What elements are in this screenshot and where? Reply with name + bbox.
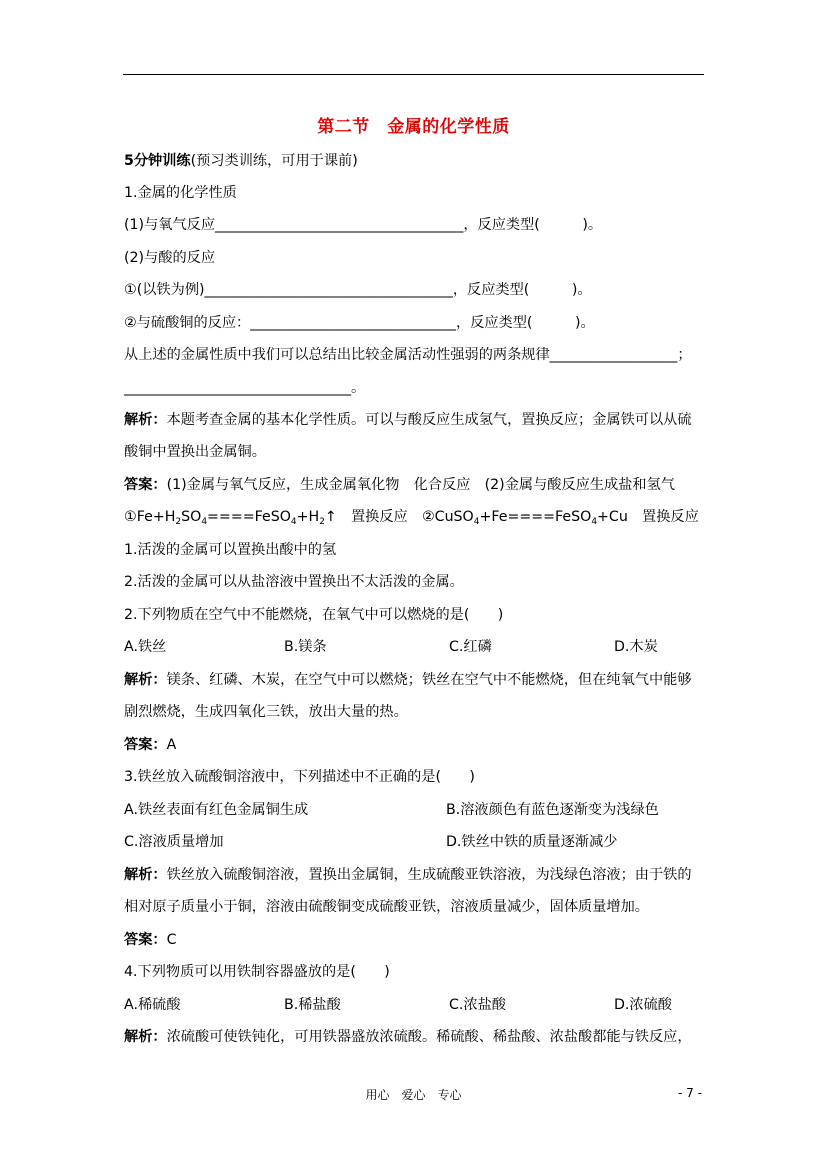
q1-blank-rules: 从上述的金属性质中我们可以总结出比较金属活动性强弱的两条规律__________________； xyxy=(124,347,692,363)
section-label: 5分钟训练 xyxy=(124,153,191,169)
q3-answer xyxy=(124,930,714,950)
section-heading xyxy=(124,151,714,171)
equation-copper-sulfate: ②CuSO$_4$+Fe====FeSO$_4$+Cu 置换反应 xyxy=(421,509,699,527)
analysis-text: 镁条、红磷、木炭，在空气中可以燃烧；铁丝在空气中不能燃烧，但在纯氧气中能够 xyxy=(166,672,692,688)
q3-analysis-cont: 相对原子质量小于铜，溶液由硫酸铜变成硫酸亚铁，溶液质量减少，固体质量增加。 xyxy=(124,899,649,915)
q1-acid-heading: (2)与酸的反应 xyxy=(124,250,216,266)
option-a: A.铁丝表面有红色金属铜生成 xyxy=(124,802,309,818)
analysis-label: 解析： xyxy=(124,1029,167,1045)
option-d: D.铁丝中铁的质量逐渐减少 xyxy=(446,834,618,850)
q1-blank-iron: ①(以铁为例)___________________________________，反应类型( )。 xyxy=(124,282,592,298)
analysis-text: 浓硫酸可使铁钝化，可用铁器盛放浓硫酸。稀硫酸、稀盐酸、浓盐酸都能与铁反应， xyxy=(166,1029,692,1045)
q1-blank-rules-cont: ________________________________。 xyxy=(124,380,366,396)
answer-label: 答案： xyxy=(124,737,167,753)
footer-motto: 用心 爱心 专心 xyxy=(365,1088,462,1102)
option-a: A.铁丝 xyxy=(124,639,167,655)
q4-options xyxy=(124,995,714,1015)
q2-analysis xyxy=(124,670,714,690)
page-number: - 7 - xyxy=(678,1086,702,1100)
q2-answer xyxy=(124,735,714,755)
analysis-text: 本题考查金属的基本化学性质。可以与酸反应生成氢气，置换反应；金属铁可以从硫 xyxy=(166,412,692,428)
section-note: (预习类训练，可用于课前) xyxy=(190,153,358,169)
q4-title: 4.下列物质可以用铁制容器盛放的是( ) xyxy=(124,964,390,980)
option-d: D.浓硫酸 xyxy=(614,997,672,1013)
q1-answer xyxy=(124,475,714,495)
option-c: C.浓盐酸 xyxy=(449,997,506,1013)
header-rule xyxy=(123,74,704,75)
q1-rule-1: 1.活泼的金属可以置换出酸中的氢 xyxy=(124,542,337,558)
analysis-label: 解析： xyxy=(124,412,167,428)
answer-label: 答案： xyxy=(124,477,167,493)
q2-analysis-cont: 剧烈燃烧，生成四氧化三铁，放出大量的热。 xyxy=(124,704,408,720)
q3-title: 3.铁丝放入硫酸铜溶液中，下列描述中不正确的是( ) xyxy=(124,769,475,785)
option-b: B.镁条 xyxy=(284,639,327,655)
q3-options-row-2 xyxy=(124,832,714,852)
option-b: B.稀盐酸 xyxy=(284,997,341,1013)
equation-iron-acid: $①Fe+H_2SO_4====FeSO_4+H_2↑$ 置换反应 xyxy=(124,509,422,527)
analysis-label: 解析： xyxy=(124,672,167,688)
q1-rule-2: 2.活泼的金属可以从盐溶液中置换出不太活泼的金属。 xyxy=(124,574,464,590)
answer-text: A xyxy=(166,737,177,753)
q3-options-row-1 xyxy=(124,800,714,820)
option-d: D.木炭 xyxy=(614,639,658,655)
option-c: C.红磷 xyxy=(449,639,492,655)
page-title: 第二节 金属的化学性质 xyxy=(317,117,510,137)
option-c: C.溶液质量增加 xyxy=(124,834,224,850)
q1-analysis-cont: 酸铜中置换出金属铜。 xyxy=(124,444,266,460)
q1-blank-oxygen: (1)与氧气反应___________________________________，反应类型( )。 xyxy=(124,217,603,233)
q2-options xyxy=(124,637,714,657)
answer-text: C xyxy=(166,932,177,948)
q1-blank-copper-sulfate: ②与硫酸铜的反应：_____________________________，反应类型( )。 xyxy=(124,315,595,331)
q2-title: 2.下列物质在空气中不能燃烧，在氧气中可以燃烧的是( ) xyxy=(124,607,504,623)
answer-label: 答案： xyxy=(124,932,167,948)
q1-analysis xyxy=(124,410,714,430)
q1-title: 1.金属的化学性质 xyxy=(124,185,237,201)
option-a: A.稀硫酸 xyxy=(124,997,181,1013)
answer-text: (1)金属与氧气反应，生成金属氧化物 化合反应 (2)金属与酸反应生成盐和氢气 xyxy=(166,477,675,493)
analysis-label: 解析： xyxy=(124,867,167,883)
q1-equations xyxy=(124,507,714,527)
q4-analysis xyxy=(124,1027,714,1047)
analysis-text: 铁丝放入硫酸铜溶液，置换出金属铜，生成硫酸亚铁溶液，为浅绿色溶液；由于铁的 xyxy=(166,867,692,883)
option-b: B.溶液颜色有蓝色逐渐变为浅绿色 xyxy=(446,802,659,818)
q3-analysis xyxy=(124,865,714,885)
